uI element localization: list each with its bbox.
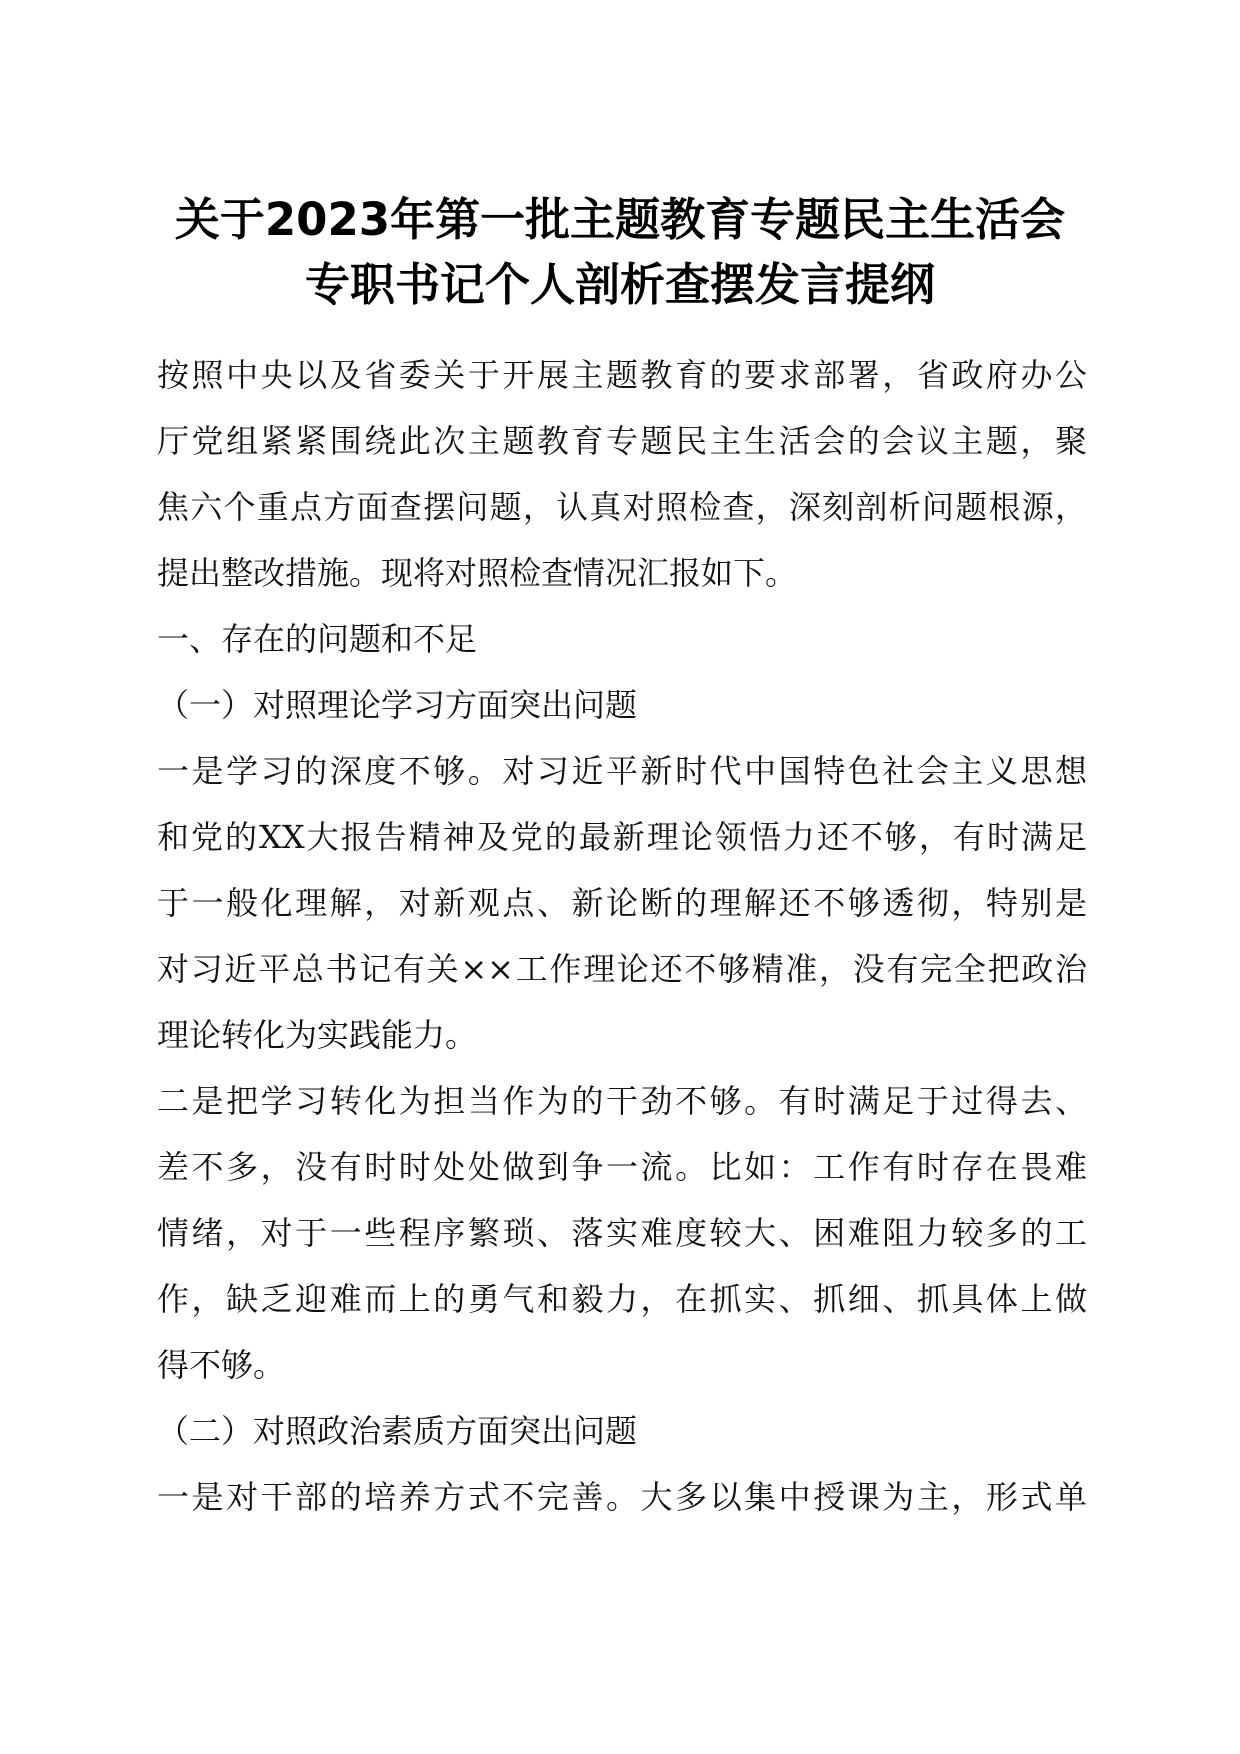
text-line: 理论转化为实践能力。 [157,1016,478,1054]
text-line: 提出整改措施。现将对照检查情况汇报如下。 [157,554,798,592]
section-heading-1 [157,606,1087,672]
problem-paragraph-2 [157,1068,1087,1398]
section-heading-text: 一、存在的问题和不足 [157,620,478,658]
text-line: 焦六个重点方面查摆问题，认真对照检查，深刻剖析问题根源， [157,488,1087,526]
text-line: 情绪，对于一些程序繁琐、落实难度较大、困难阻力较多的工 [157,1214,1087,1252]
problem-paragraph-3 [157,1464,1087,1530]
text-line: 二是把学习转化为担当作为的干劲不够。有时满足于过得去、 [157,1082,1087,1120]
text-line: 一是学习的深度不够。对习近平新时代中国特色社会主义思想 [157,752,1087,790]
document-title-line-2: 专职书记个人剖析查摆发言提纲 [304,258,935,311]
text-line: 差不多，没有时时处处做到争一流。比如：工作有时存在畏难 [157,1148,1087,1186]
intro-paragraph [157,342,1087,606]
text-line: 于一般化理解，对新观点、新论断的理解还不够透彻，特别是 [157,884,1087,922]
text-line: 按照中央以及省委关于开展主题教育的要求部署，省政府办公 [157,356,1087,394]
subsection-heading-2 [157,1398,1087,1464]
subsection-heading-text: （二）对照政治素质方面突出问题 [157,1412,638,1450]
text-line: 得不够。 [157,1346,286,1384]
text-line: 一是对干部的培养方式不完善。大多以集中授课为主，形式单 [157,1478,1087,1516]
text-line: 和党的XX大报告精神及党的最新理论领悟力还不够，有时满足 [157,818,1087,856]
text-line: 对习近平总书记有关××工作理论还不够精准，没有完全把政治 [157,950,1087,988]
subsection-heading-1 [157,672,1087,738]
text-line: 作，缺乏迎难而上的勇气和毅力，在抓实、抓细、抓具体上做 [157,1280,1087,1318]
document-title-line-1: 关于2023年第一批主题教育专题民主生活会 [174,193,1066,246]
problem-paragraph-1 [157,738,1087,1068]
subsection-heading-text: （一）对照理论学习方面突出问题 [157,686,638,724]
text-line: 厅党组紧紧围绕此次主题教育专题民主生活会的会议主题，聚 [157,422,1087,460]
